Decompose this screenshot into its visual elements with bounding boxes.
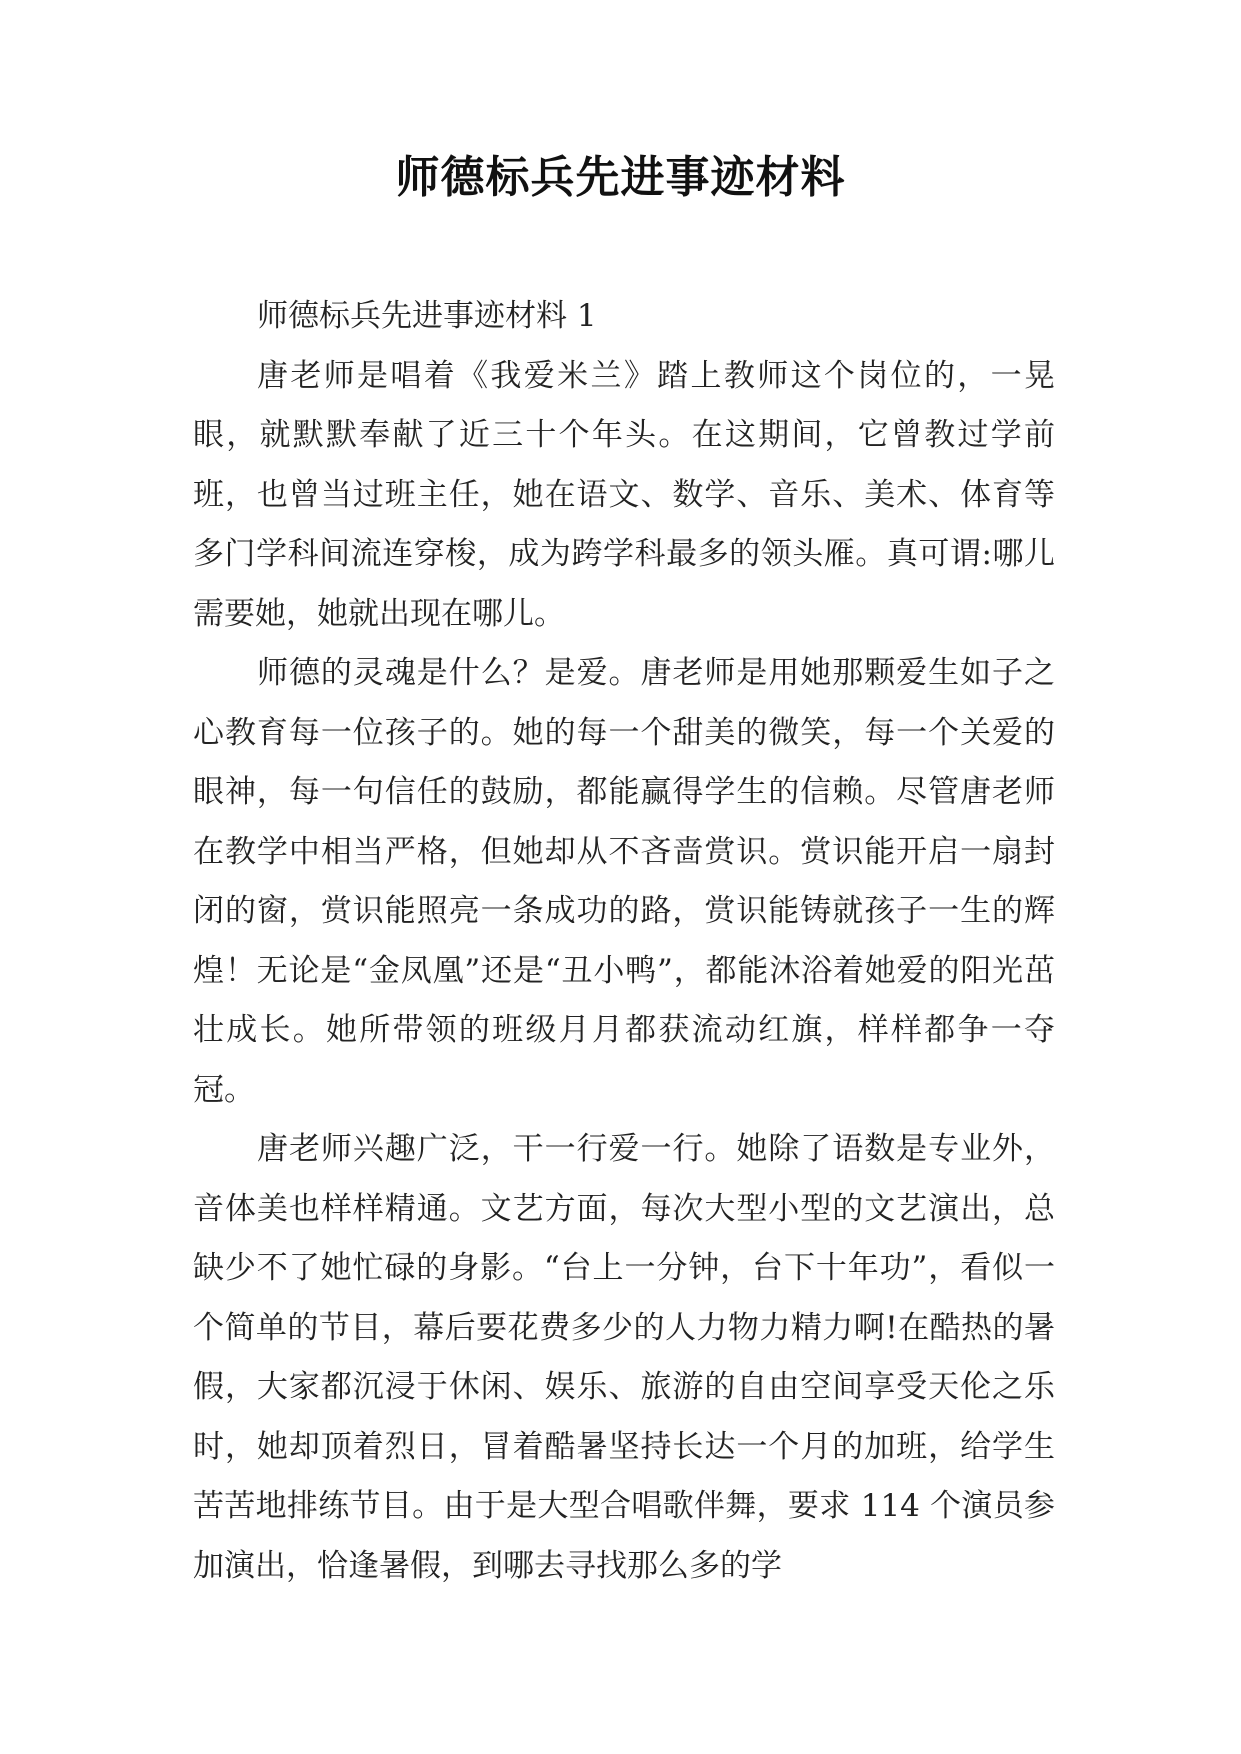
document-title: 师德标兵先进事迹材料 [395, 152, 846, 203]
paragraph-subtitle: 师德标兵先进事迹材料 1 [257, 298, 597, 334]
document-body [193, 287, 1055, 1596]
paragraph: 师德的灵魂是什么？是爱。唐老师是用她那颗爱生如子之心教育每一位孩子的。她的每一个甜美的微笑，每一个关爱的眼神，每一句信任的鼓励，都能赢得学生的信赖。尽管唐老师在教学中相当严格，但她却从不吝啬赏识。赏识能开启一扇封闭的窗，赏识能照亮一条成功的路，赏识能铸就孩子一生的辉煌！无论是“金凤凰”还是“丑小鸭”，都能沐浴着她爱的阳光茁壮成长。她所带领的班级月月都获流动红旗，样样都争一夺冠。 [193, 655, 1055, 1108]
paragraph: 唐老师兴趣广泛，干一行爱一行。她除了语数是专业外，音体美也样样精通。文艺方面，每次大型小型的文艺演出，总缺少不了她忙碌的身影。“台上一分钟，台下十年功”，看似一个简单的节目，幕后要花费多少的人力物力精力啊!在酷热的暑假，大家都沉浸于休闲、娱乐、旅游的自由空间享受天伦之乐时，她却顶着烈日，冒着酷暑坚持长达一个月的加班，给学生苦苦地排练节目。由于是大型合唱歌伴舞，要求 114 个演员参加演出，恰逢暑假，到哪去寻找那么多的学 [193, 1131, 1055, 1584]
paragraph: 唐老师是唱着《我爱米兰》踏上教师这个岗位的，一晃眼，就默默奉献了近三十个年头。在这期间，它曾教过学前班，也曾当过班主任，她在语文、数学、音乐、美术、体育等多门学科间流连穿梭，成为跨学科最多的领头雁。真可谓:哪儿需要她，她就出现在哪儿。 [193, 357, 1055, 632]
